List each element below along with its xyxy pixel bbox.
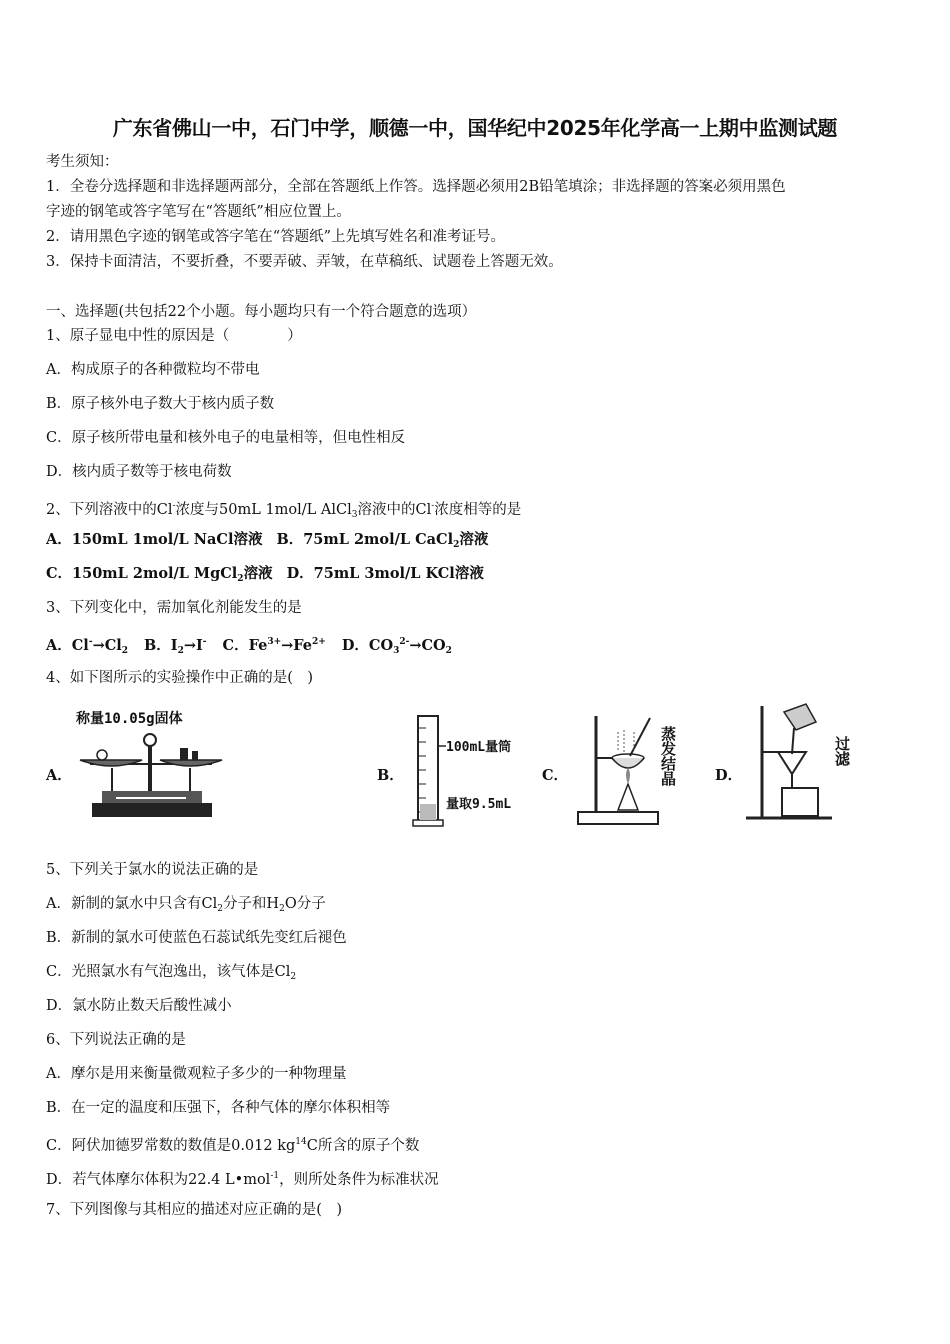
q3-option-b: B．$I_2\to I^-$ <box>144 637 207 656</box>
q2-option-d: D．75mL 3mol/L KCl溶液 <box>286 565 484 582</box>
q2-options-cd <box>46 564 484 589</box>
q3-option-c: C．$Fe^{3+}\to Fe^{2+}$ <box>222 637 326 654</box>
right-pan <box>160 760 222 766</box>
q4-option-c-label: C． <box>542 767 569 784</box>
glass-rod <box>630 718 650 756</box>
section-heading: 一、选择题(共包括22个小题。每小题均只有一个符合题意的选项） <box>46 304 477 320</box>
notice-line-2: 2．请用黑色字迹的钢笔或答字笔在“答题纸”上先填写姓名和准考证号。 <box>46 229 506 245</box>
stand-base <box>578 812 658 824</box>
cylinder-label-size: 100mL量筒 <box>446 740 512 755</box>
q1-option-c: C．原子核所带电量和核外电子的电量相等，但电性相反 <box>46 430 406 446</box>
pouring-beaker <box>784 704 816 730</box>
alcohol-lamp <box>618 784 638 810</box>
q5-option-b: B．新制的氯水可使蓝色石蕊试纸先变红后褪色 <box>46 930 347 946</box>
q7-stem: 7、下列图像与其相应的描述对应正确的是( ) <box>46 1202 343 1218</box>
q3-stem: 3、下列变化中，需加氧化剂能发生的是 <box>46 600 302 616</box>
q6-option-a: A．摩尔是用来衡量微观粒子多少的一种物理量 <box>46 1066 347 1082</box>
notice-line-1b: 字迹的钢笔或答字笔写在“答题纸”相应位置上。 <box>46 204 351 220</box>
q3-option-d: D．$CO_3^{2-}\to CO_2$ <box>341 637 452 656</box>
balance-base <box>92 803 212 817</box>
q6-stem: 6、下列说法正确的是 <box>46 1032 186 1048</box>
evaporating-dish <box>612 758 644 768</box>
q3-option-a: A．$Cl^-\to Cl_2$ <box>46 637 129 656</box>
q1-option-d: D．核内质子数等于核电荷数 <box>46 464 232 480</box>
q2-options-ab <box>46 530 488 555</box>
q5-option-a: A．新制的氯水中只含有$Cl_2$分子和$H_2O$分子 <box>46 896 326 914</box>
q4-option-b-label: B． <box>377 767 404 784</box>
q6-option-c: C．阿伏加德罗常数的数值是0.012 $kg^{14}C$所含的原子个数 <box>46 1137 420 1154</box>
notice-heading: 考生须知： <box>46 154 119 170</box>
notice-line-1a: 1．全卷分选择题和非选择题两部分，全部在答题纸上作答。选择题必须用2B铅笔填涂；非选择题的答案必须用黑色 <box>46 179 786 195</box>
guide-rod <box>792 728 794 754</box>
q3-options <box>46 632 452 661</box>
notice-line-3: 3．保持卡面清洁，不要折叠，不要弄破、弄皱，在草稿纸、试题卷上答题无效。 <box>46 254 563 270</box>
balance-caption: 称量10.05g固体 <box>76 711 183 727</box>
q4-option-d-label: D． <box>715 767 743 784</box>
q2-option-a: A．150mL 1mol/L NaCl溶液 <box>46 531 263 548</box>
evaporation-label: 蒸发结晶 <box>659 726 677 786</box>
left-pan <box>80 760 142 766</box>
q1-option-b: B．原子核外电子数大于核内质子数 <box>46 396 275 412</box>
q6-option-d: D．若气体摩尔体积为22.4 L•mol$^{-1}$，则所处条件为标准状况 <box>46 1171 439 1188</box>
q5-option-c: C．光照氯水有气泡逸出，该气体是$Cl_2$ <box>46 964 297 982</box>
filtration-figure <box>742 702 862 824</box>
funnel <box>778 752 806 774</box>
q1-option-a: A．构成原子的各种微粒均不带电 <box>46 362 260 378</box>
evaporation-figure <box>572 712 690 828</box>
q5-option-d: D．氯水防止数天后酸性减小 <box>46 998 232 1014</box>
q4-option-a-label: A． <box>46 767 72 784</box>
q2-option-c: C．150mL 2mol/L MgCl$_2$溶液 <box>46 565 273 584</box>
q4-stem: 4、如下图所示的实验操作中正确的是( ) <box>46 670 314 686</box>
q2-option-b: B．75mL 2mol/L CaCl$_2$溶液 <box>276 531 489 550</box>
q5-stem: 5、下列关于氯水的说法正确的是 <box>46 862 259 878</box>
cylinder-label-volume: 量取9.5mL <box>446 797 512 812</box>
cylinder-figure <box>410 712 540 828</box>
page-title: 广东省佛山一中，石门中学，顺德一中，国华纪中2025年化学高一上期中监测试题 <box>112 116 838 140</box>
filtration-label: 过滤 <box>833 736 851 766</box>
beaker <box>782 788 818 816</box>
q1-stem: 1、原子显电中性的原因是（ ） <box>46 328 302 344</box>
q6-option-b: B．在一定的温度和压强下，各种气体的摩尔体积相等 <box>46 1100 391 1116</box>
balance-figure <box>72 706 232 826</box>
q2-stem: 2、下列溶液中的Cl-浓度与50mL 1mol/L AlCl$_3$溶液中的Cl-浓度相等的是 <box>46 501 522 520</box>
